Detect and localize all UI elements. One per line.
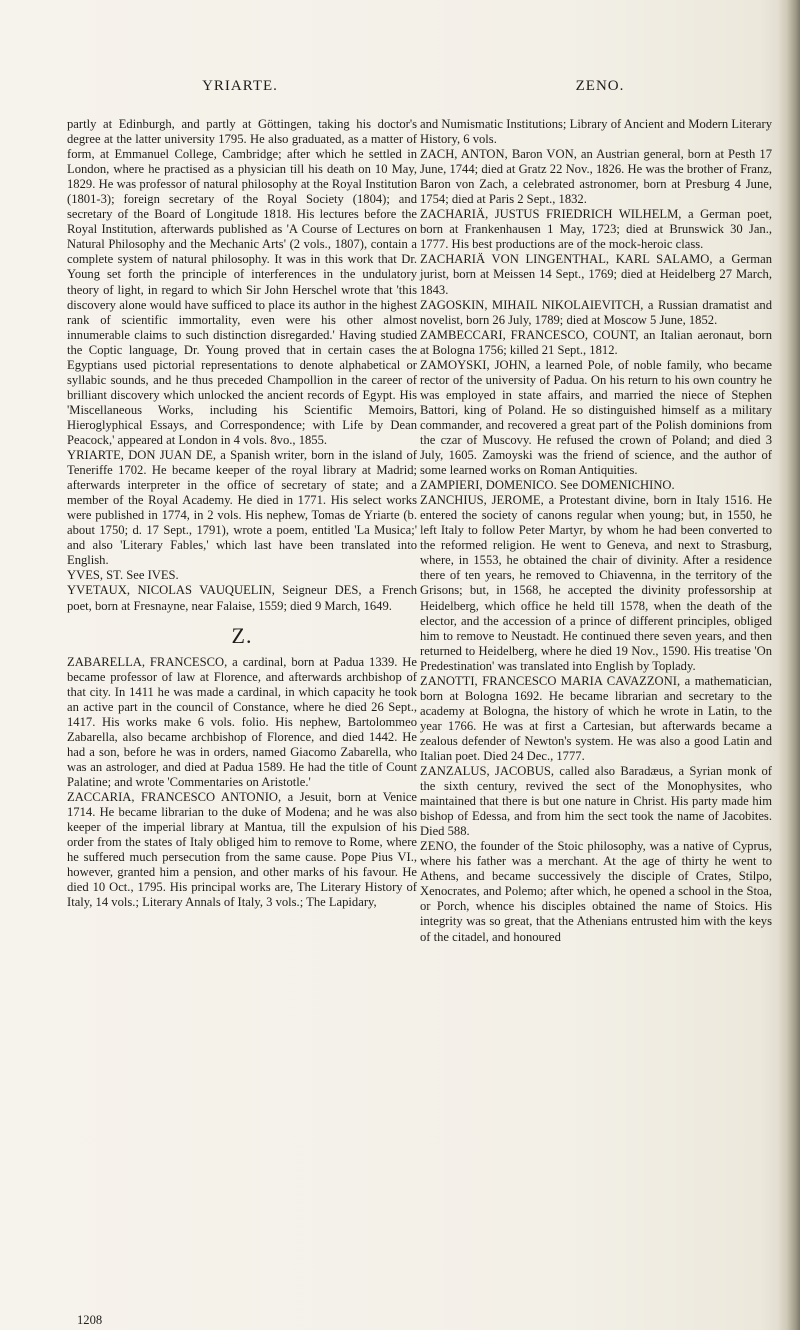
- section-letter-z: Z.: [231, 622, 253, 648]
- right-column: [420, 117, 772, 945]
- entry-zagoskin: ZAGOSKIN, MIHAIL NIKOLAIEVITCH, a Russian dramatist and novelist, born 26 July, 1789; died at Moscow 5 June, 1852.: [420, 297, 772, 327]
- entry-zaccaria-continued: and Numismatic Institutions; Library of Ancient and Modern Literary History, 6 vols.: [420, 117, 772, 147]
- page-number: 1208: [77, 1313, 103, 1327]
- entry-yves: YVES, ST. See IVES.: [67, 568, 179, 583]
- left-running-header: YRIARTE.: [202, 78, 278, 94]
- entry-zamoyski: ZAMOYSKI, JOHN, a learned Pole, of noble family, who became rector of the university of Padua. On his return to his own country he was employed in state affairs, and married the niece of Stephen Battori, king of Poland. He so distinguished himself as a military commander, and recovered a great part of the Polish dominions from the czar of Muscovy. He refused the crown of Poland; and died 3 July, 1605. Zamoyski was the friend of science, and the author of some learned works on Roman Antiquities.: [420, 357, 772, 478]
- entry-zach: ZACH, ANTON, Baron VON, an Austrian general, born at Pesth 17 June, 1744; died at Gratz 22 Nov., 1826. He was the brother of Franz, Baron von Zach, a celebrated astronomer, born at Presburg 4 June, 1754; died at Paris 2 Sept., 1832.: [420, 147, 772, 207]
- right-running-header: ZENO.: [575, 78, 625, 94]
- entry-zampieri: ZAMPIERI, DOMENICO. See DOMENICHINO.: [420, 478, 675, 493]
- entry-zambeccari: ZAMBECCARI, FRANCESCO, COUNT, an Italian aeronaut, born at Bologna 1756; killed 21 Sept., 1812.: [420, 327, 772, 357]
- entry-young-continued: partly at Edinburgh, and partly at Göttingen, taking his doctor's degree at the latter university 1795. He also graduated, as a matter of form, at Emmanuel College, Cambridge; after which he settled in London, where he practised as a physician till his death on 10 May, 1829. He was professor of natural philosophy at the Royal Institution (1801-3); foreign secretary of the Royal Society (1804); and secretary of the Board of Longitude 1818. His lectures before the Royal Institution, afterwards published as 'A Course of Lectures on Natural Philosophy and the Mechanic Arts' (2 vols., 1807), contain a complete system of natural philosophy. It was in this work that Dr. Young set forth the principle of interferences in the undulatory theory of light, in regard to which Sir John Herschel wrote that 'this discovery alone would have sufficed to place its author in the highest rank of scientific immortality, even were his other almost innumerable claims to such distinction disregarded.' Having studied the Coptic language, Dr. Young proved that in certain cases the Egyptians used pictorial representations to denote alphabetical or syllabic sounds, and he thus preceded Champollion in the career of brilliant discovery which unlocked the ancient records of Egypt. His 'Miscellaneous Works, including his Scientific Memoirs, Hieroglyphical Essays, and Correspondence; with Life by Dean Peacock,' appeared at London in 4 vols. 8vo., 1855.: [67, 117, 417, 447]
- entry-yvetaux: YVETAUX, NICOLAS VAUQUELIN, Seigneur DES, a French poet, born at Fresnayne, near Falaise, 1559; died 9 March, 1649.: [67, 583, 417, 613]
- page-edge-shadow: [778, 0, 800, 1330]
- entry-zanzalus: ZANZALUS, JACOBUS, called also Baradæus, a Syrian monk of the sixth century, revived the sect of the Monophysites, who maintained that there is but one nature in Christ. His party made him bishop of Edessa, and from him the sect took the name of Jacobites. Died 588.: [420, 764, 772, 839]
- entry-zacharia: ZACHARIÄ, JUSTUS FRIEDRICH WILHELM, a German poet, born at Frankenhausen 1 May, 1723; died at Brunswick 30 Jan., 1777. His best productions are of the mock-heroic class.: [420, 207, 772, 252]
- entry-zanotti: ZANOTTI, FRANCESCO MARIA CAVAZZONI, a mathematician, born at Bologna 1692. He became librarian and secretary to the academy at Bologna, the history of which he wrote in Latin, to the year 1766. He was at first a Cartesian, but afterwards became a zealous defender of Newton's system. He was also a good Latin and Italian poet. Died 24 Dec., 1777.: [420, 673, 772, 763]
- left-column: [67, 117, 417, 910]
- entry-zabarella: ZABARELLA, FRANCESCO, a cardinal, born at Padua 1339. He became professor of law at Florence, and afterwards archbishop of that city. In 1411 he was made a cardinal, in which capacity he took an active part in the council of Constance, where he died 26 Sept., 1417. His works make 6 vols. folio. His nephew, Bartolommeo Zabarella, also became archbishop of Florence, and died 1442. He had a son, before he was in orders, named Giacomo Zabarella, who was an astrologer, and died at Padua 1589. He had the title of Count Palatine; and wrote 'Commentaries on Aristotle.': [67, 654, 417, 789]
- entry-zaccaria: ZACCARIA, FRANCESCO ANTONIO, a Jesuit, born at Venice 1714. He became librarian to the duke of Modena; and he was also keeper of the imperial library at Mantua, till the expulsion of his order from the states of Italy obliged him to remove to Rome, where he suffered much persecution from the same cause. Pope Pius VI., however, granted him a pension, and other marks of his favour. He died 10 Oct., 1795. His principal works are, The Literary History of Italy, 14 vols.; Literary Annals of Italy, 3 vols.; The Lapidary,: [67, 790, 417, 910]
- entry-yriarte: YRIARTE, DON JUAN DE, a Spanish writer, born in the island of Teneriffe 1702. He became keeper of the royal library at Madrid; afterwards interpreter in the office of secretary of state; and a member of the Royal Academy. He died in 1771. His select works were published in 1774, in 2 vols. His nephew, Tomas de Yriarte (b. about 1750; d. 17 Sept., 1791), wrote a poem, entitled 'La Musica;' and also 'Literary Fables,' which last have been translated into English.: [67, 448, 417, 568]
- entry-zacharia-von-lingenthal: ZACHARIÄ VON LINGENTHAL, KARL SALAMO, a German jurist, born at Meissen 14 Sept., 1769; died at Heidelberg 27 March, 1843.: [420, 252, 772, 297]
- entry-zanchius: ZANCHIUS, JEROME, a Protestant divine, born in Italy 1516. He entered the society of canons regular when young; but, in 1550, he left Italy to follow Peter Martyr, by whom he had been converted to the reformed religion. He went to Geneva, and next to Strasburg, where, in 1553, he obtained the chair of divinity. After a residence there of ten years, he removed to Chiavenna, in the territory of the Grisons; but, in 1568, he accepted the divinity professorship at Heidelberg, which office he held till 1578, when the death of the elector, and the accession of a prince of different principles, obliged him to remove to Neustadt. He continued there seven years, and then returned to Heidelberg, where he died 19 Nov., 1590. His treatise 'On Predestination' was translated into English by Toplady.: [420, 493, 772, 673]
- entry-zeno: ZENO, the founder of the Stoic philosophy, was a native of Cyprus, where his father was a merchant. At the age of thirty he went to Athens, and became successively the disciple of Crates, Stilpo, Xenocrates, and Polemo; after which, he opened a school in the Stoa, or Porch, whence his disciples obtained the name of Stoics. His integrity was so great, that the Athenians entrusted him with the keys of the citadel, and honoured: [420, 839, 772, 944]
